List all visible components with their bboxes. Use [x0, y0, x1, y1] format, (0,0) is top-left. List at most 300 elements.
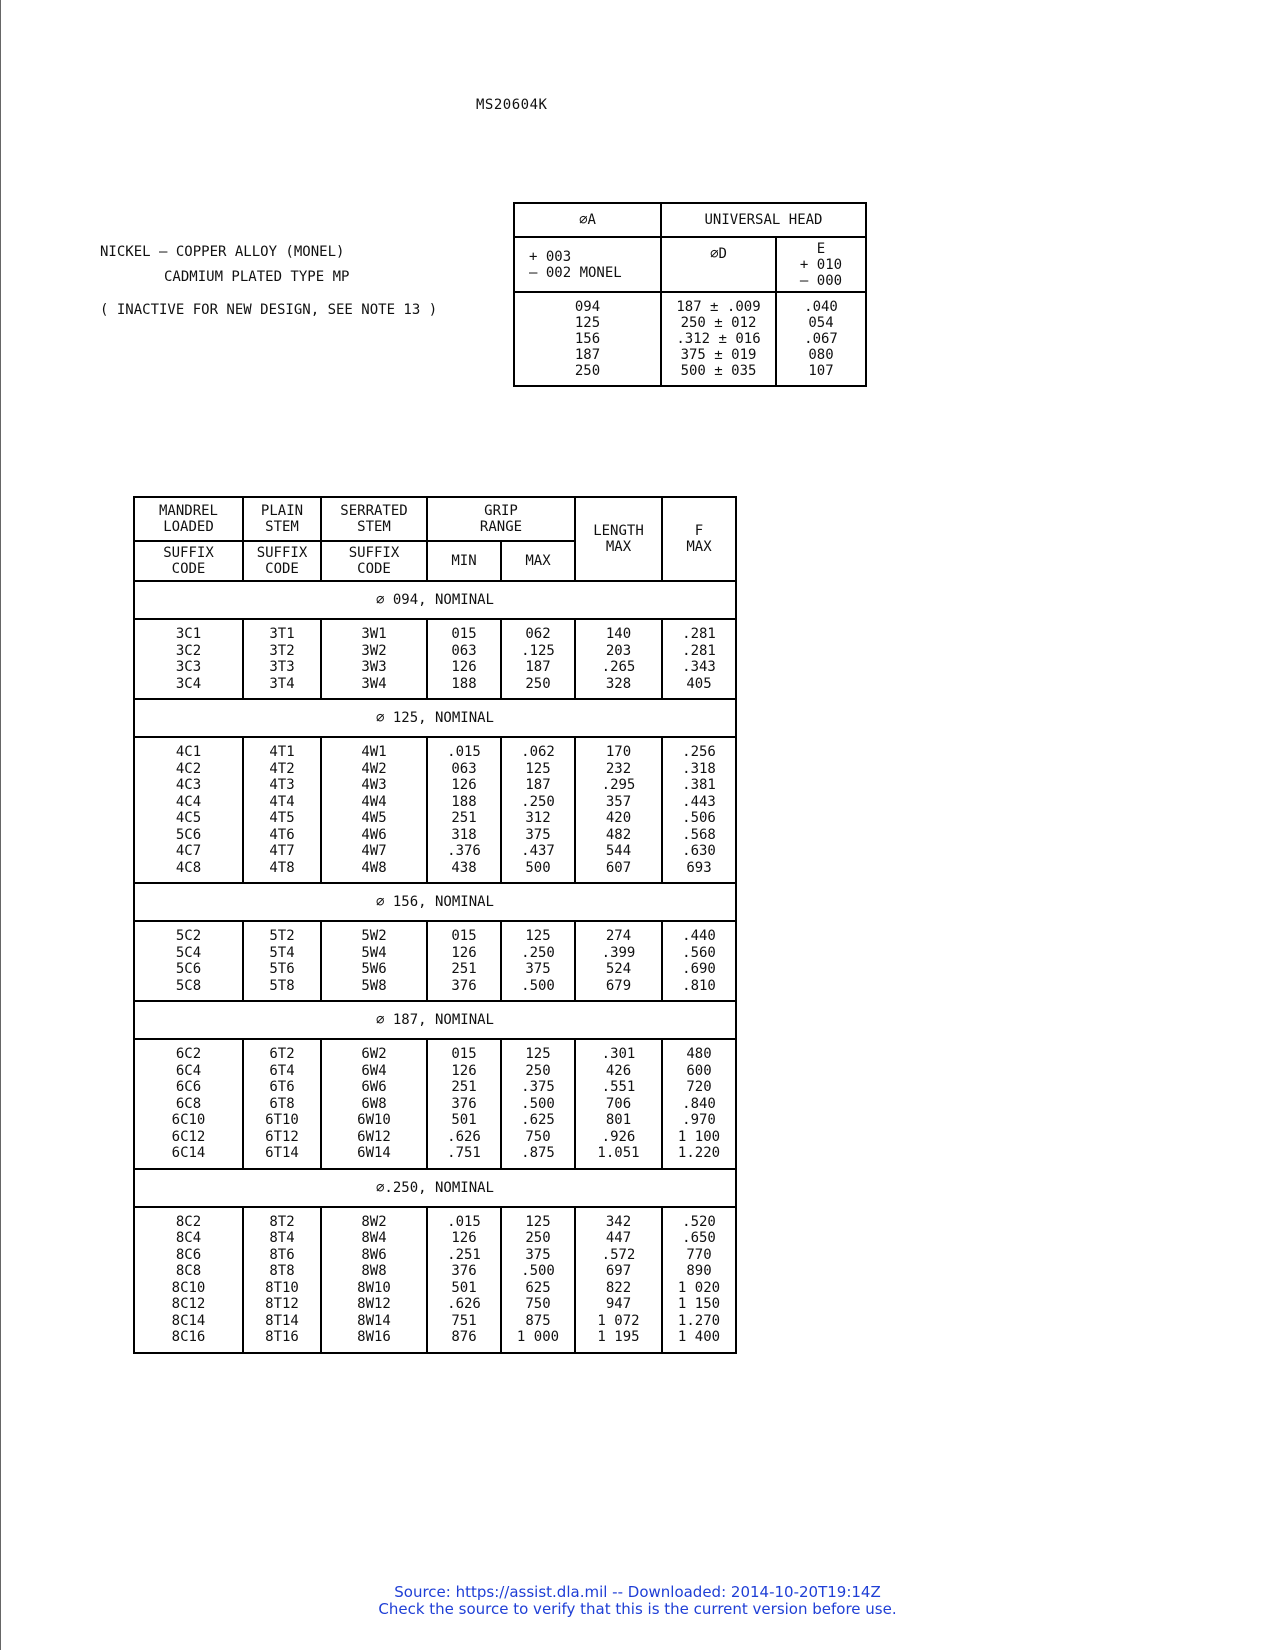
length-max: .301: [601, 1046, 636, 1062]
group-title-row: [134, 1001, 736, 1039]
grip-max: .437: [521, 843, 555, 859]
grip-min: 318: [451, 826, 477, 843]
f-max: .650: [682, 1230, 716, 1246]
grip-min: 876: [451, 1329, 477, 1345]
mandrel-code: 4C8: [175, 859, 202, 876]
plain-stem-code: 8T4: [269, 1230, 295, 1246]
grip-max-column: [501, 619, 575, 699]
mandrel-code: 8C4: [175, 1230, 202, 1246]
grip-max: 1 000: [516, 1329, 560, 1345]
grip-min: 376: [451, 1263, 477, 1279]
f-max: .281: [682, 626, 716, 642]
serrated-stem-code: 8W12: [357, 1296, 391, 1312]
plain-stem-code: 4T1: [269, 744, 295, 760]
length-max: 697: [605, 1263, 632, 1279]
serrated-stem-code: 6W10: [357, 1112, 391, 1128]
mandrel-code: 8C12: [171, 1296, 206, 1312]
plain-stem-code: 4T6: [269, 826, 295, 843]
mandrel-code-column: [134, 1039, 243, 1169]
grip-min: 126: [451, 1062, 477, 1079]
length-max: 447: [605, 1230, 632, 1246]
length-max: 232: [605, 760, 632, 777]
serrated-stem-code: 8W14: [357, 1312, 391, 1329]
f-max-header: F MAX: [662, 497, 736, 581]
mandrel-code-column: [134, 737, 243, 883]
f-max-column: [662, 921, 736, 1001]
grip-min: .376: [447, 843, 481, 859]
a-tolerance: + 003 – 002 MONEL: [514, 237, 661, 292]
grip-max: .375: [521, 1079, 555, 1095]
mandrel-code: 4C7: [175, 843, 202, 859]
d-values: [661, 292, 776, 386]
serrated-stem-code: 4W2: [361, 760, 387, 777]
group-title: ⌀ 094, NOMINAL: [134, 581, 736, 619]
length-max-column: [575, 1039, 662, 1169]
d-value: .312 ± 016: [676, 331, 761, 347]
grip-max: 125: [525, 1046, 551, 1062]
mandrel-code: 5C6: [175, 961, 202, 977]
grip-min-column: [427, 619, 501, 699]
length-max: .295: [601, 777, 636, 793]
grip-min: 188: [451, 675, 477, 692]
f-max: .318: [682, 760, 716, 777]
serrated-stem-code: 8W8: [361, 1263, 387, 1279]
grip-max: .250: [521, 944, 555, 961]
plain-stem-code: 5T2: [269, 928, 295, 944]
e-value: 107: [808, 363, 834, 379]
serrated-stem-code: 6W8: [361, 1095, 387, 1112]
mandrel-code: 4C3: [175, 777, 202, 793]
grip-max: 875: [525, 1312, 551, 1329]
serrated-stem-code: 4W7: [361, 843, 387, 859]
f-max: 600: [686, 1062, 712, 1079]
grip-max: 062: [525, 626, 551, 642]
mandrel-code: 3C4: [175, 675, 202, 692]
serrated-stem-code: 4W1: [361, 744, 387, 760]
group-values-row: [134, 737, 736, 883]
length-max: 328: [605, 675, 632, 692]
plain-stem-code: 6T8: [269, 1095, 295, 1112]
length-max: .572: [601, 1246, 636, 1263]
mandrel-code: 8C8: [175, 1263, 202, 1279]
mandrel-code: 6C6: [175, 1079, 202, 1095]
grip-max: 250: [525, 1062, 551, 1079]
f-max: 693: [686, 859, 712, 876]
length-max-column: [575, 737, 662, 883]
length-max: 426: [605, 1062, 632, 1079]
length-max: 203: [605, 642, 632, 659]
material-description: [100, 240, 349, 290]
f-max: .630: [682, 843, 716, 859]
grip-max: 312: [525, 810, 551, 826]
length-max: 524: [605, 961, 632, 977]
grip-max: 375: [525, 1246, 551, 1263]
plain-stem-code: 5T6: [269, 961, 295, 977]
serrated-stem-code: 8W6: [361, 1246, 387, 1263]
plain-stem-code-column: [243, 619, 321, 699]
mandrel-code: 5C6: [175, 826, 202, 843]
grip-max: .500: [521, 1095, 555, 1112]
serrated-stem-code: 8W16: [357, 1329, 391, 1345]
f-max: .440: [682, 928, 716, 944]
mandrel-code-column: [134, 1207, 243, 1353]
mandrel-code: 5C8: [175, 977, 202, 994]
mandrel-code: 6C10: [171, 1112, 206, 1128]
plain-stem-header: PLAIN STEM: [243, 497, 321, 541]
d-value: 250 ± 012: [680, 315, 757, 331]
group-title: ⌀.250, NOMINAL: [134, 1169, 736, 1207]
plain-stem-code: 6T4: [269, 1062, 295, 1079]
f-max: .381: [682, 777, 716, 793]
f-max: .520: [682, 1213, 716, 1230]
length-max: 1.051: [597, 1145, 640, 1161]
f-max: .443: [682, 793, 716, 810]
grip-min: 015: [451, 1046, 477, 1062]
grip-min: 251: [451, 961, 477, 977]
grip-max: 375: [525, 961, 551, 977]
plain-stem-code: 5T4: [269, 944, 295, 961]
serrated-stem-code: 8W2: [361, 1213, 387, 1230]
length-max: 342: [605, 1213, 632, 1230]
f-max: .970: [682, 1112, 716, 1128]
length-max-column: [575, 619, 662, 699]
a-values: [514, 292, 661, 386]
grip-min: 251: [451, 810, 477, 826]
serrated-stem-code: 4W3: [361, 777, 387, 793]
f-max-column: [662, 737, 736, 883]
f-max: 1.270: [677, 1312, 721, 1329]
length-max: 1 072: [597, 1312, 640, 1329]
grip-max-column: [501, 1039, 575, 1169]
grip-max: 250: [525, 675, 551, 692]
f-max: .560: [682, 944, 716, 961]
document-id: MS20604K: [476, 97, 548, 113]
plain-stem-code: 6T10: [265, 1112, 299, 1128]
group-title: ⌀ 187, NOMINAL: [134, 1001, 736, 1039]
grip-min: 501: [451, 1279, 477, 1296]
e-value: .067: [804, 331, 838, 347]
plain-stem-code: 4T2: [269, 760, 295, 777]
grip-min-column: [427, 737, 501, 883]
grip-min: .751: [447, 1145, 481, 1161]
serrated-stem-code: 4W5: [361, 810, 387, 826]
d-value: 500 ± 035: [680, 363, 757, 379]
plain-stem-code: 8T14: [265, 1312, 299, 1329]
serrated-stem-code: 3W2: [361, 642, 387, 659]
length-max: 420: [605, 810, 632, 826]
mandrel-code: 6C14: [171, 1145, 206, 1161]
grip-min-column: [427, 1039, 501, 1169]
plain-stem-code: 4T3: [269, 777, 295, 793]
e-value: .040: [804, 299, 838, 315]
length-max: 822: [605, 1279, 632, 1296]
f-max: .810: [682, 977, 716, 994]
mandrel-code: 8C16: [171, 1329, 206, 1345]
grip-min: .015: [447, 744, 481, 760]
grip-min: 126: [451, 659, 477, 675]
mandrel-code: 5C2: [175, 928, 202, 944]
serrated-stem-code: 6W4: [361, 1062, 387, 1079]
plain-suffix-code-header: SUFFIX CODE: [243, 541, 321, 581]
a-value: 187: [574, 347, 601, 363]
group-values-row: [134, 1207, 736, 1353]
grip-max: 625: [525, 1279, 551, 1296]
f-max: 1 020: [677, 1279, 721, 1296]
mandrel-code: 8C10: [171, 1279, 206, 1296]
plain-stem-code: 8T10: [265, 1279, 299, 1296]
plain-stem-code: 4T7: [269, 843, 295, 859]
length-max: 706: [605, 1095, 632, 1112]
length-max: 482: [605, 826, 632, 843]
f-max-column: [662, 1207, 736, 1353]
f-max: 480: [686, 1046, 712, 1062]
a-value: 250: [574, 363, 601, 379]
group-title-row: [134, 699, 736, 737]
group-title-row: [134, 1169, 736, 1207]
serrated-stem-code-column: [321, 1207, 427, 1353]
length-max-column: [575, 1207, 662, 1353]
plain-stem-code: 8T16: [265, 1329, 299, 1345]
serrated-stem-code: 5W8: [361, 977, 387, 994]
grip-min: .015: [447, 1213, 481, 1230]
footer-line-1: Source: https://assist.dla.mil -- Downloaded: 2014-10-20T19:14Z: [394, 1583, 881, 1601]
grip-min: 126: [451, 944, 477, 961]
grip-max: .625: [521, 1112, 555, 1128]
grip-min-column: [427, 1207, 501, 1353]
e-value: 080: [808, 347, 834, 363]
grip-min: .251: [447, 1246, 481, 1263]
d-header: ⌀D: [661, 237, 776, 292]
grip-max: 187: [525, 659, 551, 675]
length-max: .265: [601, 659, 636, 675]
plain-stem-code: 4T5: [269, 810, 295, 826]
grip-max: 125: [525, 1213, 551, 1230]
grip-min: 015: [451, 928, 477, 944]
plain-stem-code: 4T4: [269, 793, 295, 810]
length-max: 801: [605, 1112, 632, 1128]
group-values-row: [134, 619, 736, 699]
grip-min: 376: [451, 1095, 477, 1112]
serrated-stem-code: 5W2: [361, 928, 387, 944]
serrated-stem-code-column: [321, 1039, 427, 1169]
serrated-stem-code: 8W4: [361, 1230, 387, 1246]
e-values: [776, 292, 866, 386]
mandrel-code: 4C5: [175, 810, 202, 826]
serrated-stem-code: 6W12: [357, 1128, 391, 1145]
length-max: .399: [601, 944, 636, 961]
grip-min-column: [427, 921, 501, 1001]
length-max: 679: [605, 977, 632, 994]
grip-max-header: MAX: [501, 541, 575, 581]
plain-stem-code: 8T2: [269, 1213, 295, 1230]
grip-max: 125: [525, 760, 551, 777]
f-max: .690: [682, 961, 716, 977]
grip-max: .500: [521, 977, 555, 994]
mandrel-code: 3C1: [175, 626, 202, 642]
plain-stem-code: 8T8: [269, 1263, 295, 1279]
a-value: 156: [574, 331, 601, 347]
mandrel-code: 8C2: [175, 1213, 202, 1230]
serrated-stem-code: 3W3: [361, 659, 387, 675]
serrated-stem-code: 6W14: [357, 1145, 391, 1161]
grip-max: .250: [521, 793, 555, 810]
d-value: 187 ± .009: [676, 299, 761, 315]
f-max: .840: [682, 1095, 716, 1112]
length-max-column: [575, 921, 662, 1001]
mandrel-code: 3C3: [175, 659, 202, 675]
plain-stem-code-column: [243, 1207, 321, 1353]
f-max: .343: [682, 659, 716, 675]
grip-min-header: MIN: [427, 541, 501, 581]
mandrel-code: 6C2: [175, 1046, 202, 1062]
plain-stem-code-column: [243, 1039, 321, 1169]
grip-max: 125: [525, 928, 551, 944]
e-value: 054: [808, 315, 834, 331]
serrated-stem-code: 6W2: [361, 1046, 387, 1062]
mandrel-code: 6C8: [175, 1095, 202, 1112]
grip-max: .062: [521, 744, 555, 760]
serrated-stem-header: SERRATED STEM: [321, 497, 427, 541]
f-max: 890: [686, 1263, 712, 1279]
head-dimensions-table: [513, 202, 867, 387]
serrated-stem-code-column: [321, 619, 427, 699]
group-title-row: [134, 581, 736, 619]
footer-line-2: Check the source to verify that this is the current version before use.: [378, 1600, 897, 1618]
mandrel-code: 4C2: [175, 760, 202, 777]
grip-min: .626: [447, 1296, 481, 1312]
grip-min: 015: [451, 626, 477, 642]
length-max-header: LENGTH MAX: [575, 497, 662, 581]
grip-min: 188: [451, 793, 477, 810]
universal-head-header: UNIVERSAL HEAD: [661, 203, 866, 237]
grip-max: 250: [525, 1230, 551, 1246]
col-a-header: ⌀A: [514, 203, 661, 237]
plain-stem-code: 5T8: [269, 977, 295, 994]
grip-max: .125: [521, 642, 555, 659]
rivet-grip-table: [133, 496, 737, 1354]
length-max: 274: [605, 928, 632, 944]
e-header: E + 010 – 000: [776, 237, 866, 292]
a-value: 125: [574, 315, 601, 331]
f-max: 1 100: [677, 1128, 721, 1145]
plain-stem-code: 3T2: [269, 642, 295, 659]
serrated-stem-code: 4W6: [361, 826, 387, 843]
group-title: ⌀ 125, NOMINAL: [134, 699, 736, 737]
grip-max-column: [501, 1207, 575, 1353]
f-max: 1 150: [677, 1296, 721, 1312]
group-values-row: [134, 921, 736, 1001]
group-title: ⌀ 156, NOMINAL: [134, 883, 736, 921]
length-max: 1 195: [597, 1329, 640, 1345]
f-max: .256: [682, 744, 716, 760]
serrated-stem-code: 8W10: [357, 1279, 391, 1296]
mandrel-code: 6C12: [171, 1128, 206, 1145]
plain-stem-code: 3T1: [269, 626, 295, 642]
f-max: .506: [682, 810, 716, 826]
serrated-stem-code: 4W8: [361, 859, 387, 876]
length-max: 607: [605, 859, 632, 876]
grip-min: .626: [447, 1128, 481, 1145]
plain-stem-code: 6T6: [269, 1079, 295, 1095]
plain-stem-code-column: [243, 737, 321, 883]
page-left-edge: [0, 0, 1, 1650]
material-line-2: CADMIUM PLATED TYPE MP: [164, 269, 350, 285]
serrated-stem-code: 5W6: [361, 961, 387, 977]
f-max: 770: [686, 1246, 712, 1263]
grip-max: .500: [521, 1263, 555, 1279]
a-value: 094: [574, 299, 601, 315]
serrated-stem-code: 4W4: [361, 793, 387, 810]
length-max: .551: [601, 1079, 636, 1095]
serrated-stem-code: 6W6: [361, 1079, 387, 1095]
length-max: 947: [605, 1296, 632, 1312]
group-title-row: [134, 883, 736, 921]
grip-min: 063: [451, 760, 477, 777]
mandrel-code-column: [134, 619, 243, 699]
serrated-stem-code: 3W1: [361, 626, 387, 642]
grip-min: 126: [451, 1230, 477, 1246]
d-value: 375 ± 019: [680, 347, 757, 363]
grip-max-column: [501, 737, 575, 883]
plain-stem-code: 8T6: [269, 1246, 295, 1263]
grip-max: 187: [525, 777, 551, 793]
grip-max: .875: [521, 1145, 555, 1161]
length-max: 170: [605, 744, 632, 760]
grip-min: 751: [451, 1312, 477, 1329]
grip-min: 376: [451, 977, 477, 994]
mandrel-suffix-code-header: SUFFIX CODE: [134, 541, 243, 581]
f-max: 1.220: [677, 1145, 721, 1161]
f-max: .281: [682, 642, 716, 659]
mandrel-code-column: [134, 921, 243, 1001]
mandrel-code: 5C4: [175, 944, 202, 961]
inactive-note: ( INACTIVE FOR NEW DESIGN, SEE NOTE 13 ): [100, 302, 438, 318]
grip-max: 375: [525, 826, 551, 843]
source-footer: [0, 1584, 1275, 1618]
length-max: 140: [605, 626, 632, 642]
grip-min: 438: [451, 859, 477, 876]
serrated-suffix-code-header: SUFFIX CODE: [321, 541, 427, 581]
length-max: 357: [605, 793, 632, 810]
material-line-1: NICKEL – COPPER ALLOY (MONEL): [100, 244, 345, 260]
mandrel-code: 8C6: [175, 1246, 202, 1263]
grip-min: 126: [451, 777, 477, 793]
grip-max: 750: [525, 1128, 551, 1145]
plain-stem-code-column: [243, 921, 321, 1001]
serrated-stem-code-column: [321, 737, 427, 883]
mandrel-code: 6C4: [175, 1062, 202, 1079]
grip-range-header: GRIP RANGE: [427, 497, 575, 541]
plain-stem-code: 4T8: [269, 859, 295, 876]
grip-max: 500: [525, 859, 551, 876]
f-max: 720: [686, 1079, 712, 1095]
length-max: .926: [601, 1128, 636, 1145]
f-max: 1 400: [677, 1329, 721, 1345]
f-max: .568: [682, 826, 716, 843]
mandrel-code: 4C4: [175, 793, 202, 810]
plain-stem-code: 3T3: [269, 659, 295, 675]
grip-min: 501: [451, 1112, 477, 1128]
f-max-column: [662, 1039, 736, 1169]
mandrel-code: 4C1: [175, 744, 202, 760]
f-max-column: [662, 619, 736, 699]
plain-stem-code: 6T12: [265, 1128, 299, 1145]
grip-max: 750: [525, 1296, 551, 1312]
plain-stem-code: 8T12: [265, 1296, 299, 1312]
grip-min: 063: [451, 642, 477, 659]
serrated-stem-code-column: [321, 921, 427, 1001]
serrated-stem-code: 3W4: [361, 675, 387, 692]
